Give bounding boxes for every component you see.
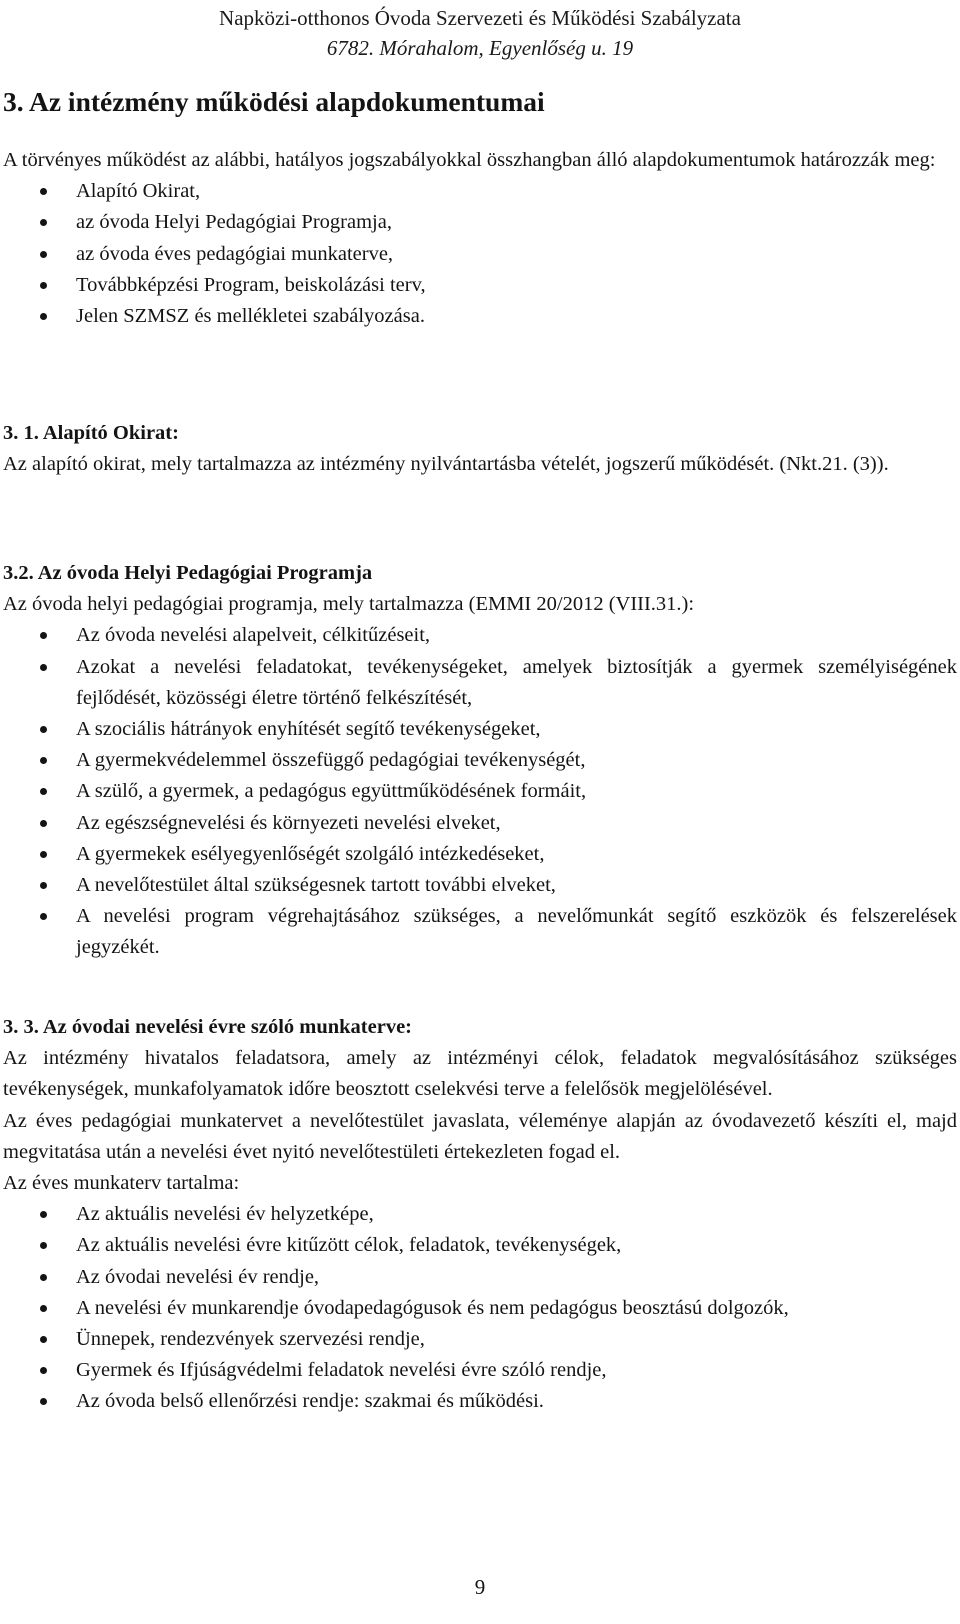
list-item: Továbbképzési Program, beiskolázási terv, <box>3 270 957 301</box>
list-item: A gyermekvédelemmel összefüggő pedagógiai tevékenységét, <box>3 745 957 776</box>
section-3-heading: 3. Az intézmény működési alapdokumentumai <box>3 86 545 117</box>
section-3-3-para-3: Az éves munkaterv tartalma: <box>3 1172 240 1194</box>
section-3-2-list <box>3 620 957 963</box>
section-3-intro: A törvényes működést az alábbi, hatályos jogszabályokkal összhangban álló alapdokumentumok határozzák meg: <box>3 149 936 171</box>
section-3-body <box>3 145 957 332</box>
list-item: Az óvodai nevelési év rendje, <box>3 1262 957 1293</box>
list-item: Az óvoda belső ellenőrzési rendje: szakmai és működési. <box>3 1386 957 1417</box>
list-item: Jelen SZMSZ és mellékletei szabályozása. <box>3 301 957 332</box>
list-item: A nevelési program végrehajtásához szükséges, a nevelőmunkát segítő eszközök és felszerelések jegyzékét. <box>3 901 957 963</box>
section-3-3-heading <box>3 1012 957 1043</box>
section-3-2 <box>3 558 957 964</box>
list-item: A gyermekek esélyegyenlőségét szolgáló intézkedéseket, <box>3 839 957 870</box>
section-3-3-heading-text: 3. 3. Az óvodai nevelési évre szóló munkaterve: <box>3 1016 412 1038</box>
list-item: Gyermek és Ifjúságvédelmi feladatok nevelési évre szóló rendje, <box>3 1355 957 1386</box>
list-item: A szociális hátrányok enyhítését segítő tevékenységeket, <box>3 714 957 745</box>
section-3-3 <box>3 1012 957 1418</box>
list-item: Az aktuális nevelési évre kitűzött célok, feladatok, tevékenységek, <box>3 1230 957 1261</box>
list-item: az óvoda Helyi Pedagógiai Programja, <box>3 207 957 238</box>
header-title: Napközi-otthonos Óvoda Szervezeti és Működési Szabályzata <box>219 6 741 30</box>
page-number: 9 <box>474 1575 486 1599</box>
section-3-2-intro: Az óvoda helyi pedagógiai programja, mely tartalmazza (EMMI 20/2012 (VIII.31.): <box>3 593 695 616</box>
list-item: Alapító Okirat, <box>3 176 957 207</box>
list-item: az óvoda éves pedagógiai munkaterve, <box>3 239 957 270</box>
list-item: Azokat a nevelési feladatokat, tevékenységeket, amelyek biztosítják a gyermek személyiségének fejlődését, közösségi életre történő felkészítését, <box>3 652 957 714</box>
list-item: Az egészségnevelési és környezeti nevelési elveket, <box>3 808 957 839</box>
header-address: 6782. Mórahalom, Egyenlőség u. 19 <box>326 36 634 60</box>
section-3-1-text: Az alapító okirat, mely tartalmazza az intézmény nyilvántartásba vételét, jogszerű működését. (Nkt.21. (3)). <box>3 453 889 476</box>
list-item: A nevelési év munkarendje óvodapedagógusok és nem pedagógus beosztású dolgozók, <box>3 1293 957 1324</box>
section-3-3-list <box>3 1199 957 1417</box>
section-3-1-heading: 3. 1. Alapító Okirat: <box>3 422 179 444</box>
list-item: Ünnepek, rendezvények szervezési rendje, <box>3 1324 957 1355</box>
section-3-2-heading: 3.2. Az óvoda Helyi Pedagógiai Programja <box>3 562 373 584</box>
section-3-3-para-2: Az éves pedagógiai munkatervet a nevelőtestület javaslata, véleménye alapján az óvodavezető készíti el, majd megvitatása után a nevelési évet nyitó nevelőtestületi értekezleten fogad el. <box>3 1109 957 1163</box>
list-item: Az óvoda nevelési alapelveit, célkitűzéseit, <box>3 620 957 651</box>
list-item: A nevelőtestület által szükségesnek tartott további elveket, <box>3 870 957 901</box>
section-3-3-para-1: Az intézmény hivatalos feladatsora, amely az intézményi célok, feladatok megvalósításához szükséges tevékenységek, munkafolyamatok időre beosztott cselekvési terve a felelősök megjelölésével. <box>3 1047 957 1101</box>
section-3-1 <box>3 418 957 480</box>
list-item: Az aktuális nevelési év helyzetképe, <box>3 1199 957 1230</box>
list-item: A szülő, a gyermek, a pedagógus együttműködésének formáit, <box>3 776 957 807</box>
section-3-list <box>3 176 957 332</box>
